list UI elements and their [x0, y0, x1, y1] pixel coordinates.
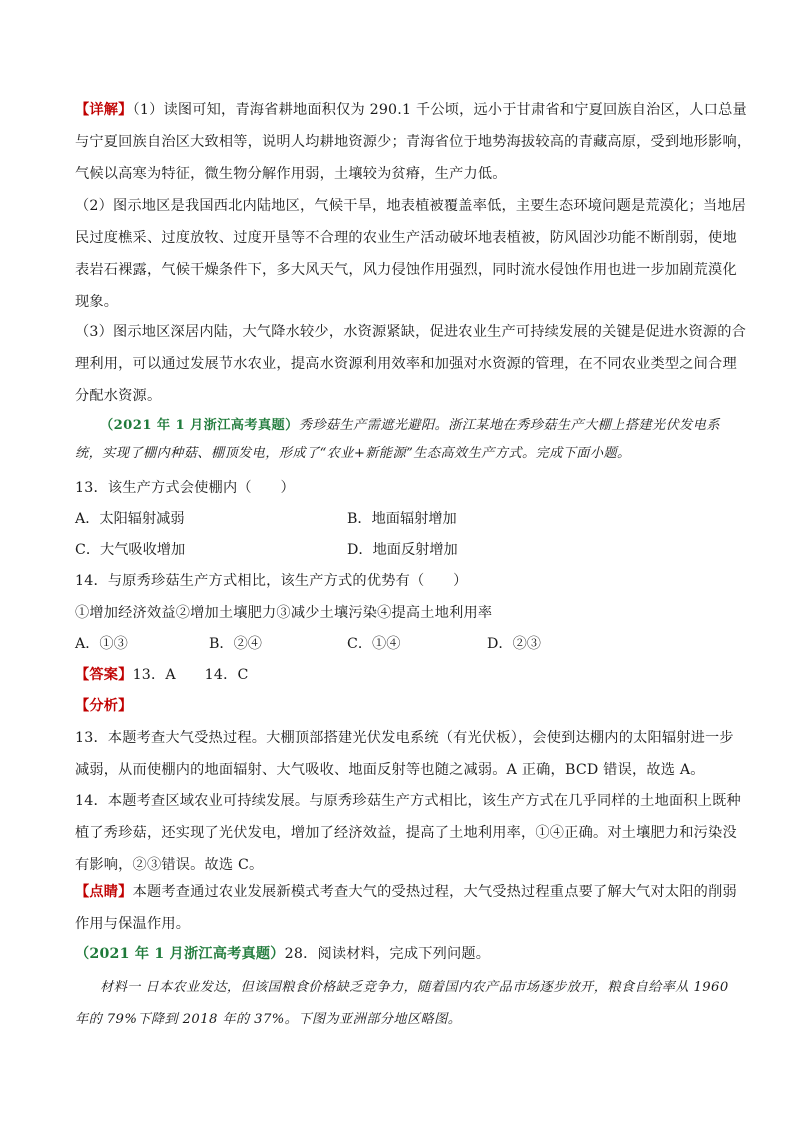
detail-p3-line-3: 分配水资源。 — [75, 388, 162, 404]
q14-option-a[interactable]: A．①③ — [75, 636, 128, 652]
detail-p2-line-3: 表岩石裸露，气候干燥条件下，多大风天气，风力侵蚀作用强烈，同时流水侵蚀作用也进一步加剧荒漠化 — [75, 262, 737, 278]
detail-p2-line-4: 现象。 — [75, 294, 119, 310]
q14-option-d[interactable]: D．②③ — [487, 636, 541, 652]
detail-p3-line-2: 理利用，可以通过发展节水农业，提高水资源利用效率和加强对水资源的管理，在不同农业类型之间合理 — [75, 356, 737, 372]
analysis-14 — [75, 785, 741, 881]
detail-p3-line-1: （3）图示地区深居内陆，大气降水较少，水资源紧缺，促进农业生产可持续发展的关键是促进水资源的合 — [75, 324, 747, 340]
detail-tag: 【详解】 — [75, 102, 133, 118]
question-14 — [75, 565, 725, 629]
question-28-source: （2021 年 1 月浙江高考真题） — [75, 946, 285, 962]
analysis — [75, 690, 725, 722]
detail-paragraph-1 — [75, 94, 752, 190]
question-13 — [75, 472, 725, 504]
material-1-cont — [75, 1004, 725, 1036]
comment-line-1: 本题考查通过农业发展新模式考查大气的受热过程，大气受热过程重点要了解大气对太阳的削弱 — [132, 884, 737, 900]
detail-p2-line-2: 民过度樵采、过度放牧、过度开垦等不合理的农业生产活动破坏地表植被，防风固沙功能不断削弱，使地 — [75, 230, 737, 246]
analysis-13 — [75, 722, 734, 786]
q13-option-d[interactable]: D．地面反射增加 — [347, 542, 458, 558]
material-1 — [100, 972, 729, 1004]
q14-option-c[interactable]: C．①④ — [347, 636, 401, 652]
question-intro-line-2: 统，实现了棚内种菇、棚顶发电，形成了“农业+新能源”生态高效生产方式。完成下面小题。 — [75, 446, 631, 461]
detail-p1-line-3: 气候以高寒为特征，微生物分解作用弱，土壤较为贫瘠，生产力低。 — [75, 166, 507, 182]
q13-option-c[interactable]: C．大气吸收增加 — [75, 542, 186, 558]
detail-p1-line-2: 与宁夏回族自治区大致相等，说明人均耕地资源少；青海省位于地势海拔较高的青藏高原，受到地形影响， — [75, 134, 752, 150]
question-source: （2021 年 1 月浙江高考真题） — [100, 418, 299, 433]
q14-option-b[interactable]: B．②④ — [209, 636, 262, 652]
analysis-14-line-3: 有影响，②③错误。故选 C。 — [75, 857, 264, 873]
analysis-14-line-1: 14．本题考查区域农业可持续发展。与原秀珍菇生产方式相比，该生产方式在几乎同样的土地面积上既种 — [75, 793, 741, 809]
detail-p1-line-1: （1）读图可知，青海省耕地面积仅为 290.1 千公顷，远小于甘肃省和宁夏回族自治区，人口总量 — [132, 102, 747, 118]
question-13-stem: 13．该生产方式会使棚内（ ） — [75, 480, 295, 496]
q13-option-a[interactable]: A．太阳辐射减弱 — [75, 511, 185, 527]
answer — [75, 659, 725, 691]
comment-line-2: 作用与保温作用。 — [75, 916, 191, 932]
analysis-13-line-1: 13．本题考查大气受热过程。大棚顶部搭建光伏发电系统（有光伏板），会使到达棚内的太阳辐射进一步 — [75, 730, 734, 746]
detail-p2-line-1: （2）图示地区是我国西北内陆地区，气候干旱，地表植被覆盖率低，主要生态环境问题是荒漠化；当地居 — [75, 198, 747, 214]
material-1-line-1: 材料一 日本农业发达，但该国粮食价格缺乏竞争力，随着国内农产品市场逐步放开，粮食自给率从 1960 — [100, 980, 729, 995]
question-intro-line-1: 秀珍菇生产需遮光避阳。浙江某地在秀珍菇生产大棚上搭建光伏发电系 — [298, 418, 720, 433]
answer-text: 13．A 14．C — [132, 667, 249, 683]
answer-tag: 【答案】 — [75, 667, 133, 683]
analysis-tag: 【分析】 — [75, 698, 133, 714]
question-28 — [75, 938, 725, 970]
detail-paragraph-2 — [75, 190, 747, 318]
detail-paragraph-3 — [75, 316, 747, 412]
comment — [75, 876, 737, 940]
question-intro-cont — [75, 438, 725, 470]
question-14-stem: 14．与原秀珍菇生产方式相比，该生产方式的优势有（ ） — [75, 573, 468, 589]
question-14-items: ①增加经济效益②增加土壤肥力③减少土壤污染④提高土地利用率 — [75, 605, 493, 621]
question-28-text: 28．阅读材料，完成下列问题。 — [284, 946, 491, 962]
analysis-13-line-2: 减弱，从而使棚内的地面辐射、大气吸收、地面反射等也随之减弱。A 正确，BCD 错误，故选 A。 — [75, 762, 705, 778]
comment-tag: 【点睛】 — [75, 884, 133, 900]
q13-option-b[interactable]: B．地面辐射增加 — [347, 511, 457, 527]
analysis-14-line-2: 植了秀珍菇，还实现了光伏发电，增加了经济效益，提高了土地利用率，①④正确。对土壤肥力和污染没 — [75, 825, 737, 841]
material-1-line-2: 年的 79%下降到 2018 年的 37%。下图为亚洲部分地区略图。 — [75, 1012, 462, 1027]
